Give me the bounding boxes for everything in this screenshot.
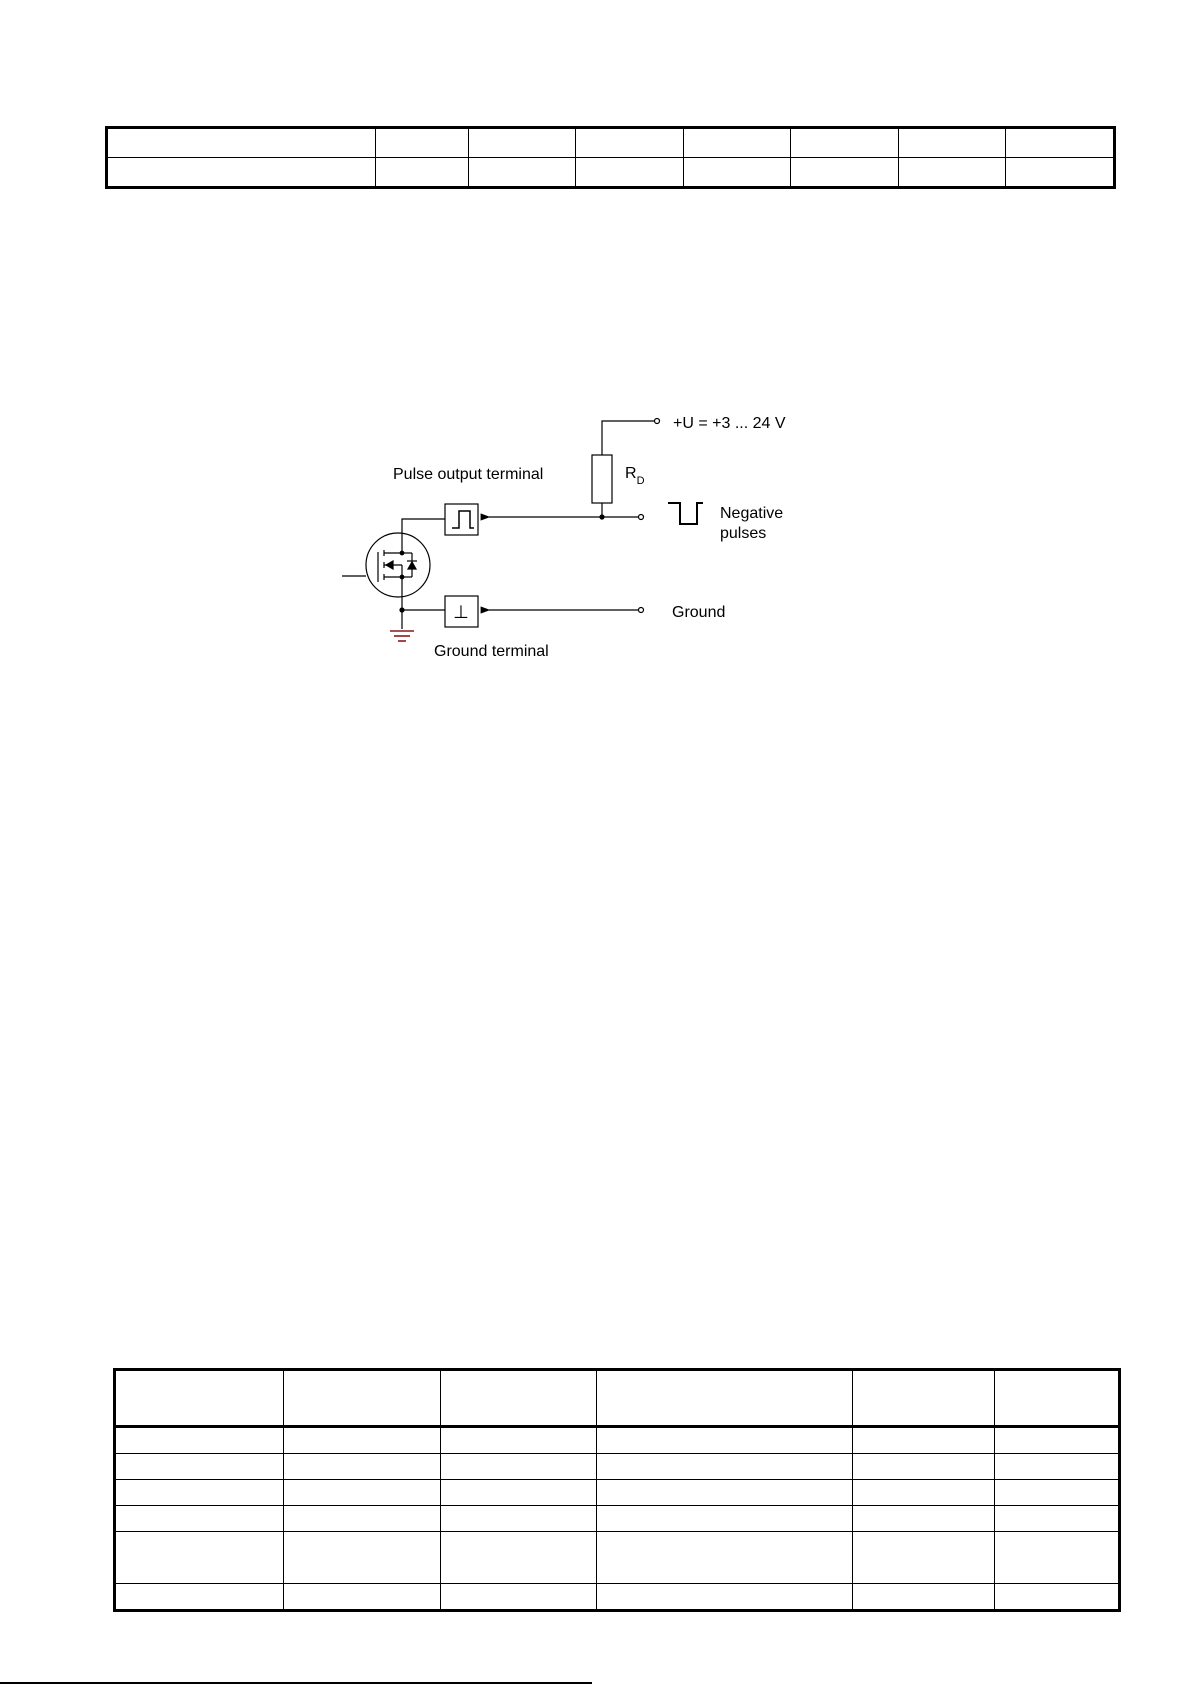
table-cell [283, 1584, 440, 1611]
table-cell [107, 158, 376, 188]
table-cell [684, 158, 791, 188]
table-cell [283, 1532, 440, 1584]
table-cell [440, 1427, 596, 1454]
table-cell [791, 128, 899, 158]
table-cell [994, 1370, 1119, 1427]
bottom-table [113, 1368, 1121, 1612]
table-row [115, 1454, 1120, 1480]
top-table [105, 126, 1116, 189]
table-row [107, 128, 1115, 158]
table-cell [597, 1532, 853, 1584]
table-cell [1006, 128, 1115, 158]
ground-terminal-symbol: ⊥ [453, 602, 469, 622]
table-cell [115, 1584, 284, 1611]
table-cell [283, 1427, 440, 1454]
pulse-output-circuit-diagram [320, 400, 800, 670]
table-cell [440, 1506, 596, 1532]
table-row [115, 1480, 1120, 1506]
table-cell [440, 1370, 596, 1427]
table-cell [684, 128, 791, 158]
table-cell [853, 1584, 994, 1611]
table-cell [994, 1584, 1119, 1611]
table-cell [576, 158, 684, 188]
table-cell [107, 128, 376, 158]
table-cell [994, 1480, 1119, 1506]
table-cell [440, 1532, 596, 1584]
table-cell [376, 158, 469, 188]
table-cell [597, 1370, 853, 1427]
supply-voltage-label: +U = +3 ... 24 V [673, 415, 786, 432]
table-cell [283, 1454, 440, 1480]
mosfet-transistor [366, 533, 430, 597]
table-cell [440, 1480, 596, 1506]
table-cell [597, 1506, 853, 1532]
table-cell [469, 158, 576, 188]
resistor-rd [592, 455, 612, 503]
table-cell [853, 1427, 994, 1454]
negative-pulse-icon [668, 503, 703, 524]
table-cell [283, 1506, 440, 1532]
table-cell [469, 128, 576, 158]
table-cell [853, 1370, 994, 1427]
table-cell [597, 1480, 853, 1506]
supply-wire [602, 419, 660, 456]
pulse-signal-wire [489, 515, 644, 520]
table-row [115, 1532, 1120, 1584]
table-cell [994, 1532, 1119, 1584]
table-cell [283, 1370, 440, 1427]
table-cell [115, 1427, 284, 1454]
table-cell [115, 1480, 284, 1506]
table-cell [115, 1370, 284, 1427]
ground-label: Ground [672, 604, 726, 621]
resistor-label [625, 465, 645, 487]
pulse-output-terminal-label: Pulse output terminal [393, 466, 544, 483]
table-cell [283, 1480, 440, 1506]
table-cell [853, 1454, 994, 1480]
ground-wire [489, 608, 644, 613]
table-cell [791, 158, 899, 188]
table-cell [440, 1584, 596, 1611]
table-cell [597, 1454, 853, 1480]
table-row [115, 1506, 1120, 1532]
table-cell [576, 128, 684, 158]
footer-rule [0, 1682, 592, 1684]
ground-terminal-label: Ground terminal [434, 643, 549, 660]
table-cell [994, 1506, 1119, 1532]
table-cell [1006, 158, 1115, 188]
table-cell [853, 1532, 994, 1584]
transistor-wiring [342, 519, 445, 629]
resistor-label-subscript: D [636, 475, 645, 487]
table-cell [115, 1532, 284, 1584]
table-cell [440, 1454, 596, 1480]
earth-ground-icon [390, 631, 414, 641]
pulse-output-terminal [445, 504, 478, 535]
resistor-label-main: R [625, 465, 637, 482]
table-cell [115, 1454, 284, 1480]
table-cell [376, 128, 469, 158]
table-cell [899, 128, 1006, 158]
negative-pulses-label: Negative pulses [720, 505, 784, 542]
table-row [115, 1584, 1120, 1611]
table-row [115, 1427, 1120, 1454]
table-cell [597, 1584, 853, 1611]
table-cell [994, 1454, 1119, 1480]
table-cell [597, 1427, 853, 1454]
table-cell [853, 1506, 994, 1532]
table-cell [853, 1480, 994, 1506]
table-cell [899, 158, 1006, 188]
table-header-row [115, 1370, 1120, 1427]
table-cell [115, 1506, 284, 1532]
table-cell [994, 1427, 1119, 1454]
table-row [107, 158, 1115, 188]
